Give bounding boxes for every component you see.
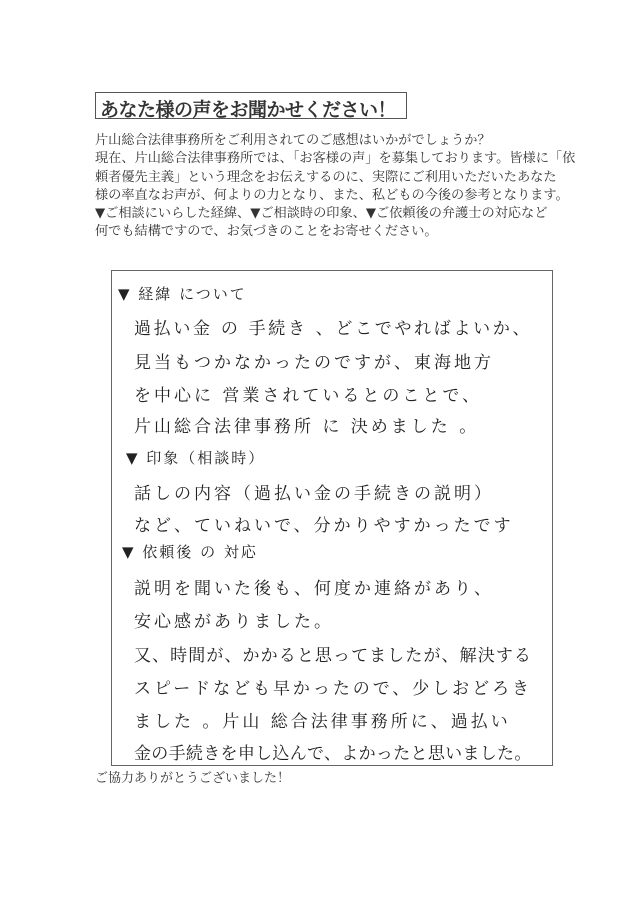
handwritten-line: 金の手続きを申し込んで、よかったと思いました。 [134,744,532,764]
handwritten-line: 又、時間が、かかると思ってましたが、解決する [134,646,532,666]
handwritten-line: 安心感がありました。 [134,612,334,632]
intro-text [95,132,576,242]
title-box [95,92,407,119]
handwritten-line: 話しの内容（過払い金の手続きの説明） [134,484,494,504]
handwritten-line: 見当もつかなかったのですが、東海地方 [134,353,494,373]
page-title: あなた様の声をお聞かせください！ [100,99,397,121]
handwritten-line: スピードなども早かったので、少しおどろき [134,679,532,699]
intro-line: 片山総合法律事務所をご利用されてのご感想はいかがでしょうか？ [95,133,491,148]
intro-line: 何でも結構ですので、お気づきのことをお寄せください。 [95,224,438,240]
handwritten-line: など、ていねいで、分かりやすかったです [134,516,514,536]
section-heading-background: ▼ 経緯 について [118,285,247,303]
handwritten-line: 説明を聞いた後も、何度か連絡があり、 [134,579,494,599]
thank-you-text: ご協力ありがとうございました！ [95,771,291,786]
intro-line: 現在、片山総合法律事務所では、「お客様の声」を募集しております。皆様に「依 [95,151,576,167]
intro-line: ▼ご相談にいらした経緯、▼ご相談時の印象、▼ご依頼後の弁護士の対応など [95,206,548,222]
intro-line: 様の率直なお声が、何よりの力となり、また、私どもの今後の参考となります。 [95,187,569,203]
handwritten-line: 過払い金 の 手続き 、どこでやればよいか、 [134,319,533,339]
section-heading-impression: ▼ 印象（相談時） [126,449,266,467]
handwritten-line: を中心に 営業されているとのことで、 [134,386,483,406]
handwritten-line: ました 。片山 総合法律事務所に、過払い [134,712,511,732]
section-heading-after-request: ▼ 依頼後 の 対応 [122,543,258,561]
handwritten-response-box [111,270,553,766]
intro-line: 頼者優先主義」という理念をお伝えするのに、実際にご利用いただいたあなた [95,169,557,185]
handwritten-line: 片山総合法律事務所 に 決めました 。 [134,417,480,437]
